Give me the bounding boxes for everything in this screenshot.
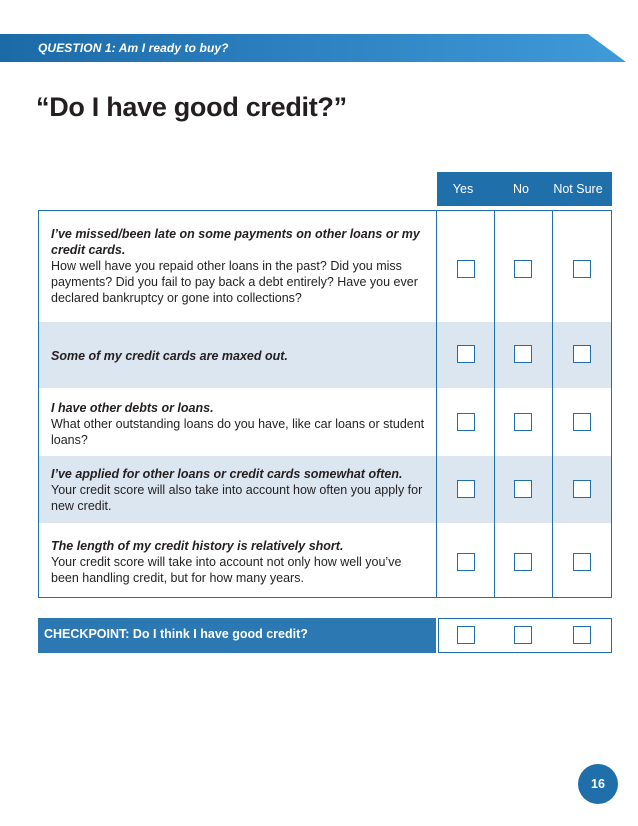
- checkbox-yes[interactable]: [457, 480, 475, 498]
- checkbox-yes[interactable]: [457, 345, 475, 363]
- column-header-no: No: [513, 182, 529, 196]
- checkpoint-label: CHECKPOINT: Do I think I have good credit?: [44, 627, 308, 641]
- question-text: [51, 538, 431, 586]
- checkbox-not-sure[interactable]: [573, 480, 591, 498]
- question-lead: I’ve missed/been late on some payments on other loans or my credit cards.: [51, 227, 420, 257]
- question-detail: Your credit score will take into account not only how well you’ve been handling credit, but for how many years.: [51, 555, 402, 585]
- checkpoint-checkbox-yes[interactable]: [457, 626, 475, 644]
- question-detail: How well have you repaid other loans in the past? Did you miss payments? Did you fail to pay back a debt entirely? Have you ever declared bankruptcy or gone into collections?: [51, 259, 418, 305]
- checkpoint-checkbox-no[interactable]: [514, 626, 532, 644]
- checkbox-no[interactable]: [514, 260, 532, 278]
- column-divider: [494, 211, 495, 597]
- checkbox-no[interactable]: [514, 480, 532, 498]
- checkbox-no[interactable]: [514, 413, 532, 431]
- checkbox-not-sure[interactable]: [573, 345, 591, 363]
- page-number-badge: 16: [578, 764, 618, 804]
- question-text: [51, 348, 431, 364]
- checkbox-no[interactable]: [514, 345, 532, 363]
- question-text: [51, 400, 431, 448]
- column-header-not-sure: Not Sure: [553, 182, 603, 196]
- section-banner: [0, 34, 626, 62]
- banner-label: QUESTION 1: Am I ready to buy?: [38, 41, 229, 55]
- column-divider: [436, 211, 437, 597]
- checkbox-not-sure[interactable]: [573, 413, 591, 431]
- page-title: “Do I have good credit?”: [36, 92, 347, 122]
- checkbox-yes[interactable]: [457, 553, 475, 571]
- question-lead: Some of my credit cards are maxed out.: [51, 349, 288, 363]
- checkbox-not-sure[interactable]: [573, 553, 591, 571]
- question-detail: Your credit score will also take into account how often you apply for new credit.: [51, 483, 423, 513]
- question-text: [51, 466, 431, 514]
- checkbox-yes[interactable]: [457, 413, 475, 431]
- question-lead: I have other debts or loans.: [51, 401, 214, 415]
- checkbox-not-sure[interactable]: [573, 260, 591, 278]
- column-divider: [552, 211, 553, 597]
- checkpoint-checkbox-not-sure[interactable]: [573, 626, 591, 644]
- checkbox-no[interactable]: [514, 553, 532, 571]
- column-header-yes: Yes: [452, 182, 474, 196]
- checkbox-yes[interactable]: [457, 260, 475, 278]
- question-detail: What other outstanding loans do you have, like car loans or student loans?: [51, 417, 425, 447]
- question-lead: The length of my credit history is relatively short.: [51, 539, 344, 553]
- question-lead: I’ve applied for other loans or credit cards somewhat often.: [51, 467, 403, 481]
- question-text: [51, 226, 431, 306]
